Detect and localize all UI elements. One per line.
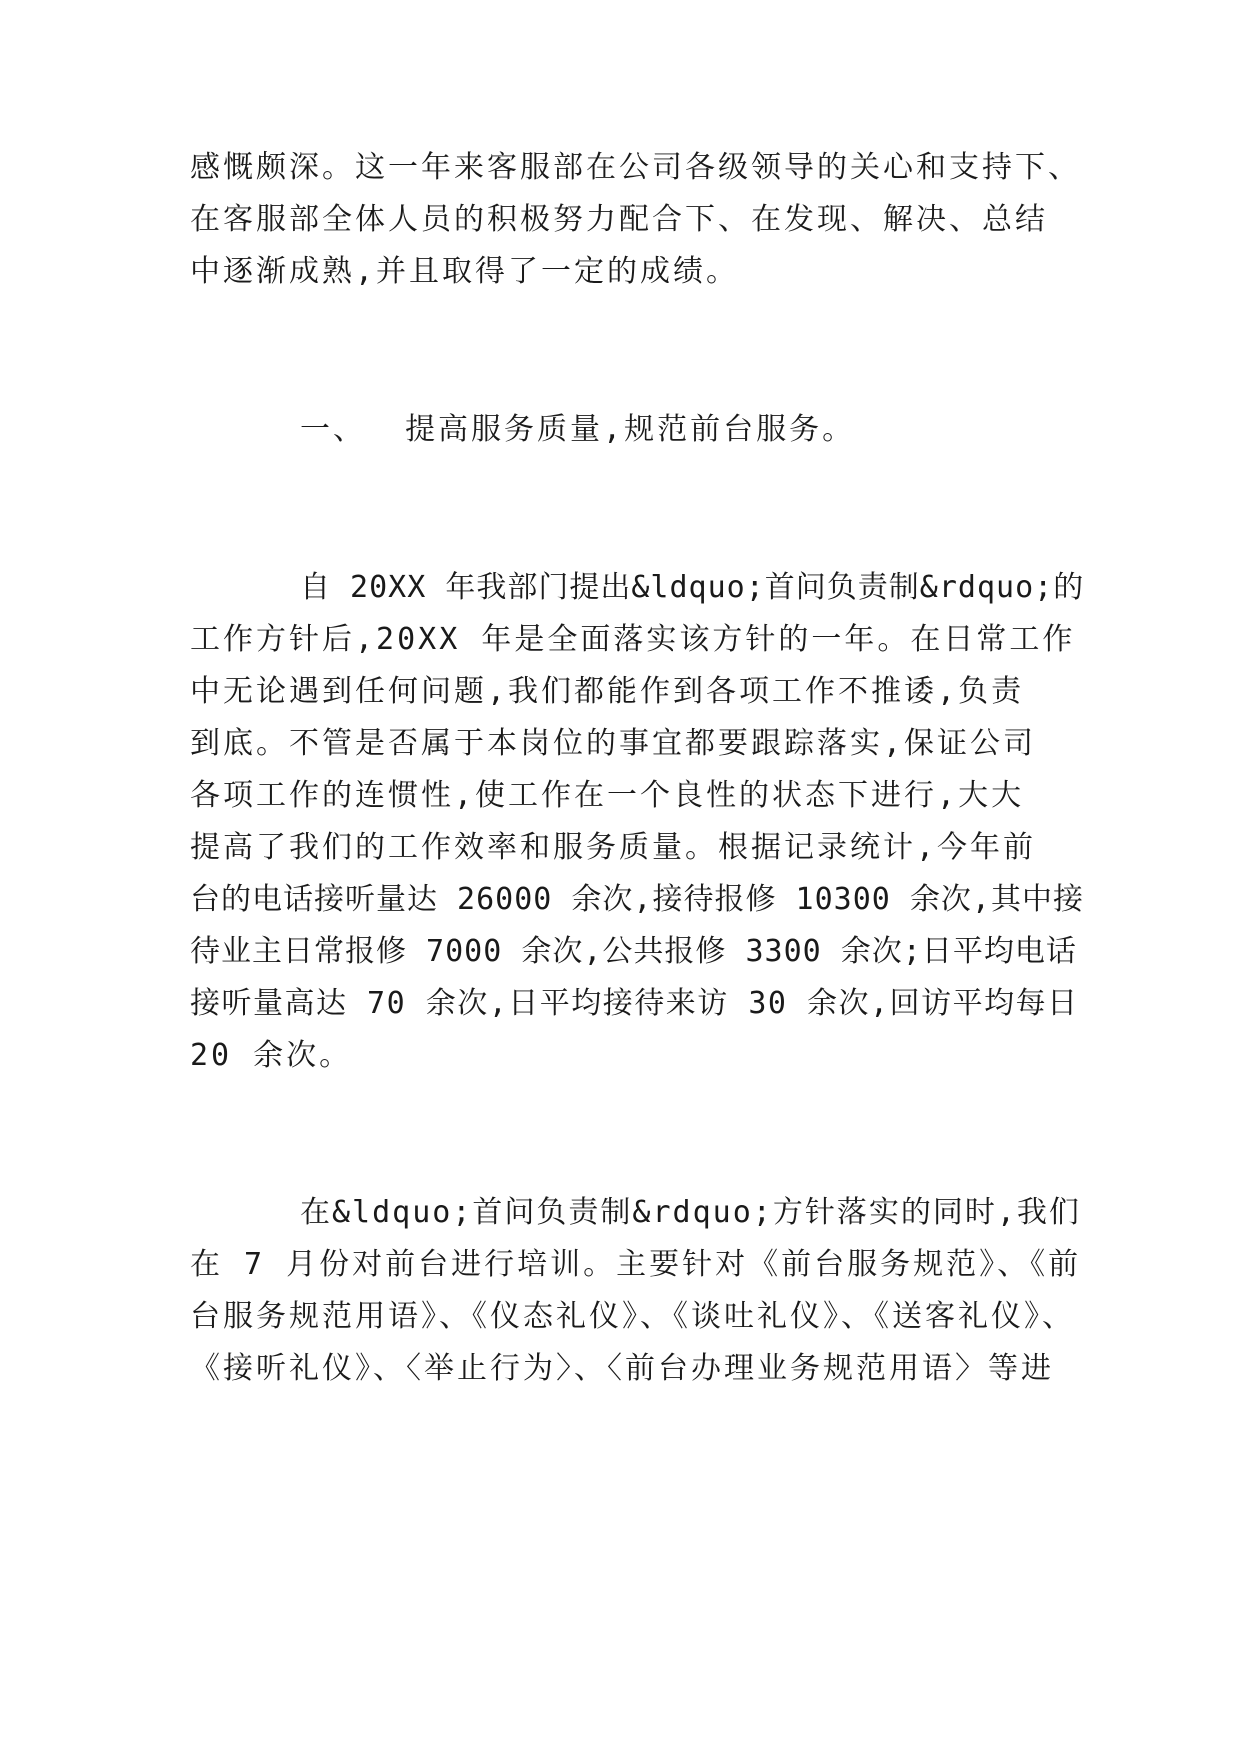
paragraph-2-line-2: 工作方针后,20XX 年是全面落实该方针的一年。在日常工作 [190,622,1076,657]
paragraph-1-line-2: 在客服部全体人员的积极努力配合下、在发现、解决、总结 [190,202,1048,237]
paragraph-2-line-6: 提高了我们的工作效率和服务质量。根据记录统计,今年前 [190,830,1037,865]
paragraph-2-line-9: 接听量高达 70 余次,日平均接待来访 30 余次,回访平均每日 [190,986,1079,1021]
paragraph-2-line-1: 自 20XX 年我部门提出&ldquo;首问负责制&rdquo;的 [300,570,1085,605]
paragraph-2-line-8: 待业主日常报修 7000 余次,公共报修 3300 余次;日平均电话 [190,934,1077,969]
paragraph-2-line-7: 台的电话接听量达 26000 余次,接待报修 10300 余次,其中接 [190,882,1084,917]
section-heading-1 [300,410,855,450]
paragraph-2-line-5: 各项工作的连惯性,使工作在一个良性的状态下进行,大大 [190,778,1025,813]
paragraph-2-line-3: 中无论遇到任何问题,我们都能作到各项工作不推诿,负责 [190,674,1025,709]
section-heading-number: 一、 [300,412,366,447]
paragraph-3-line-4: 《接听礼仪》、〈举止行为〉、〈前台办理业务规范用语〉等进 [190,1351,1054,1386]
section-heading-text: 提高服务质量,规范前台服务。 [405,412,856,447]
paragraph-2-line-4: 到底。不管是否属于本岗位的事宜都要跟踪落实,保证公司 [190,726,1037,761]
paragraph-2-line-10: 20 余次。 [190,1038,353,1073]
paragraph-1-line-1: 感慨颇深。这一年来客服部在公司各级领导的关心和支持下、 [190,150,1081,185]
paragraph-1-line-3: 中逐渐成熟,并且取得了一定的成绩。 [190,254,740,289]
paragraph-3-line-2: 在 7 月份对前台进行培训。主要针对《前台服务规范》、《前 [190,1247,1082,1282]
paragraph-3-line-3: 台服务规范用语》、《仪态礼仪》、《谈吐礼仪》、《送客礼仪》、 [190,1299,1075,1334]
paragraph-3-line-1: 在&ldquo;首问负责制&rdquo;方针落实的同时,我们 [300,1195,1081,1230]
